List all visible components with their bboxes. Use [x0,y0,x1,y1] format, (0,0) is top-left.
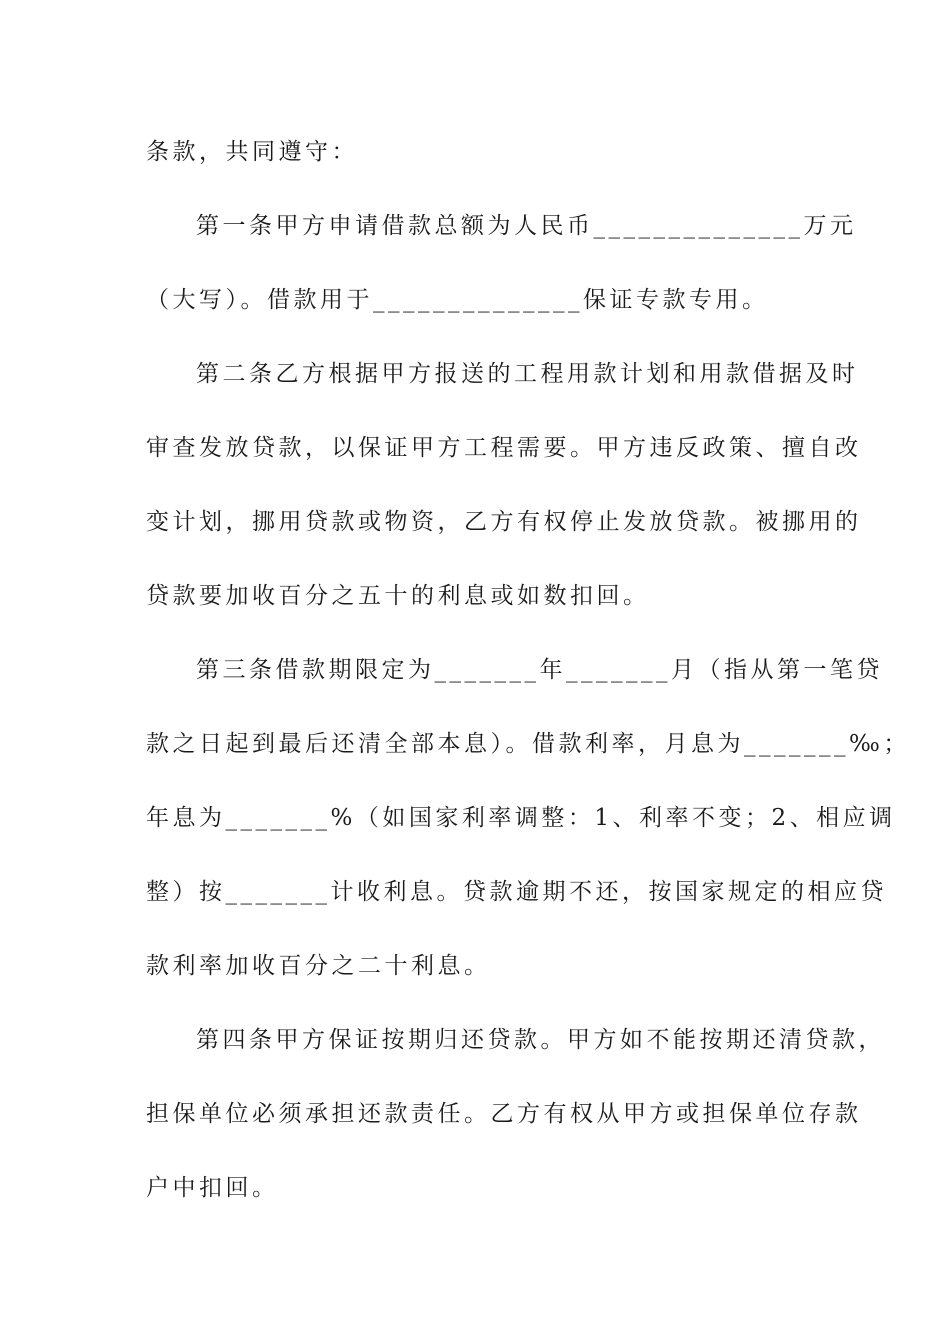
text-line-1: 条款，共同遵守： [146,139,358,165]
article-2-line-2: 审查发放贷款，以保证甲方工程需要。甲方违反政策、擅自改 [146,435,862,461]
article-3-line-5: 款利率加收百分之二十利息。 [146,953,491,979]
article-2-line-3: 变计划，挪用贷款或物资，乙方有权停止发放贷款。被挪用的 [146,509,862,535]
article-2-line-4: 贷款要加收百分之五十的利息或如数扣回。 [146,583,650,609]
article-3-line-2: 款之日起到最后还清全部本息）。借款利率，月息为_______‰； [146,731,910,757]
article-4-line-2: 担保单位必须承担还款责任。乙方有权从甲方或担保单位存款 [146,1101,862,1127]
article-3-line-4: 整）按_______计收利息。贷款逾期不还，按国家规定的相应贷 [146,879,887,905]
article-1-line-2: （大写）。借款用于______________保证专款专用。 [146,287,769,313]
article-3-line-1: 第三条借款期限定为_______年_______月（指从第一笔贷 [196,657,883,683]
article-4-line-1: 第四条甲方保证按期归还贷款。甲方如不能按期还清贷款， [196,1027,885,1053]
article-1-line-1: 第一条甲方申请借款总额为人民币______________万元 [196,213,857,239]
article-2-line-1: 第二条乙方根据甲方报送的工程用款计划和用款借据及时 [196,361,859,387]
article-4-line-3: 户中扣回。 [146,1175,279,1201]
article-3-line-3: 年息为_______%（如国家利率调整：1、利率不变；2、相应调 [146,805,896,831]
